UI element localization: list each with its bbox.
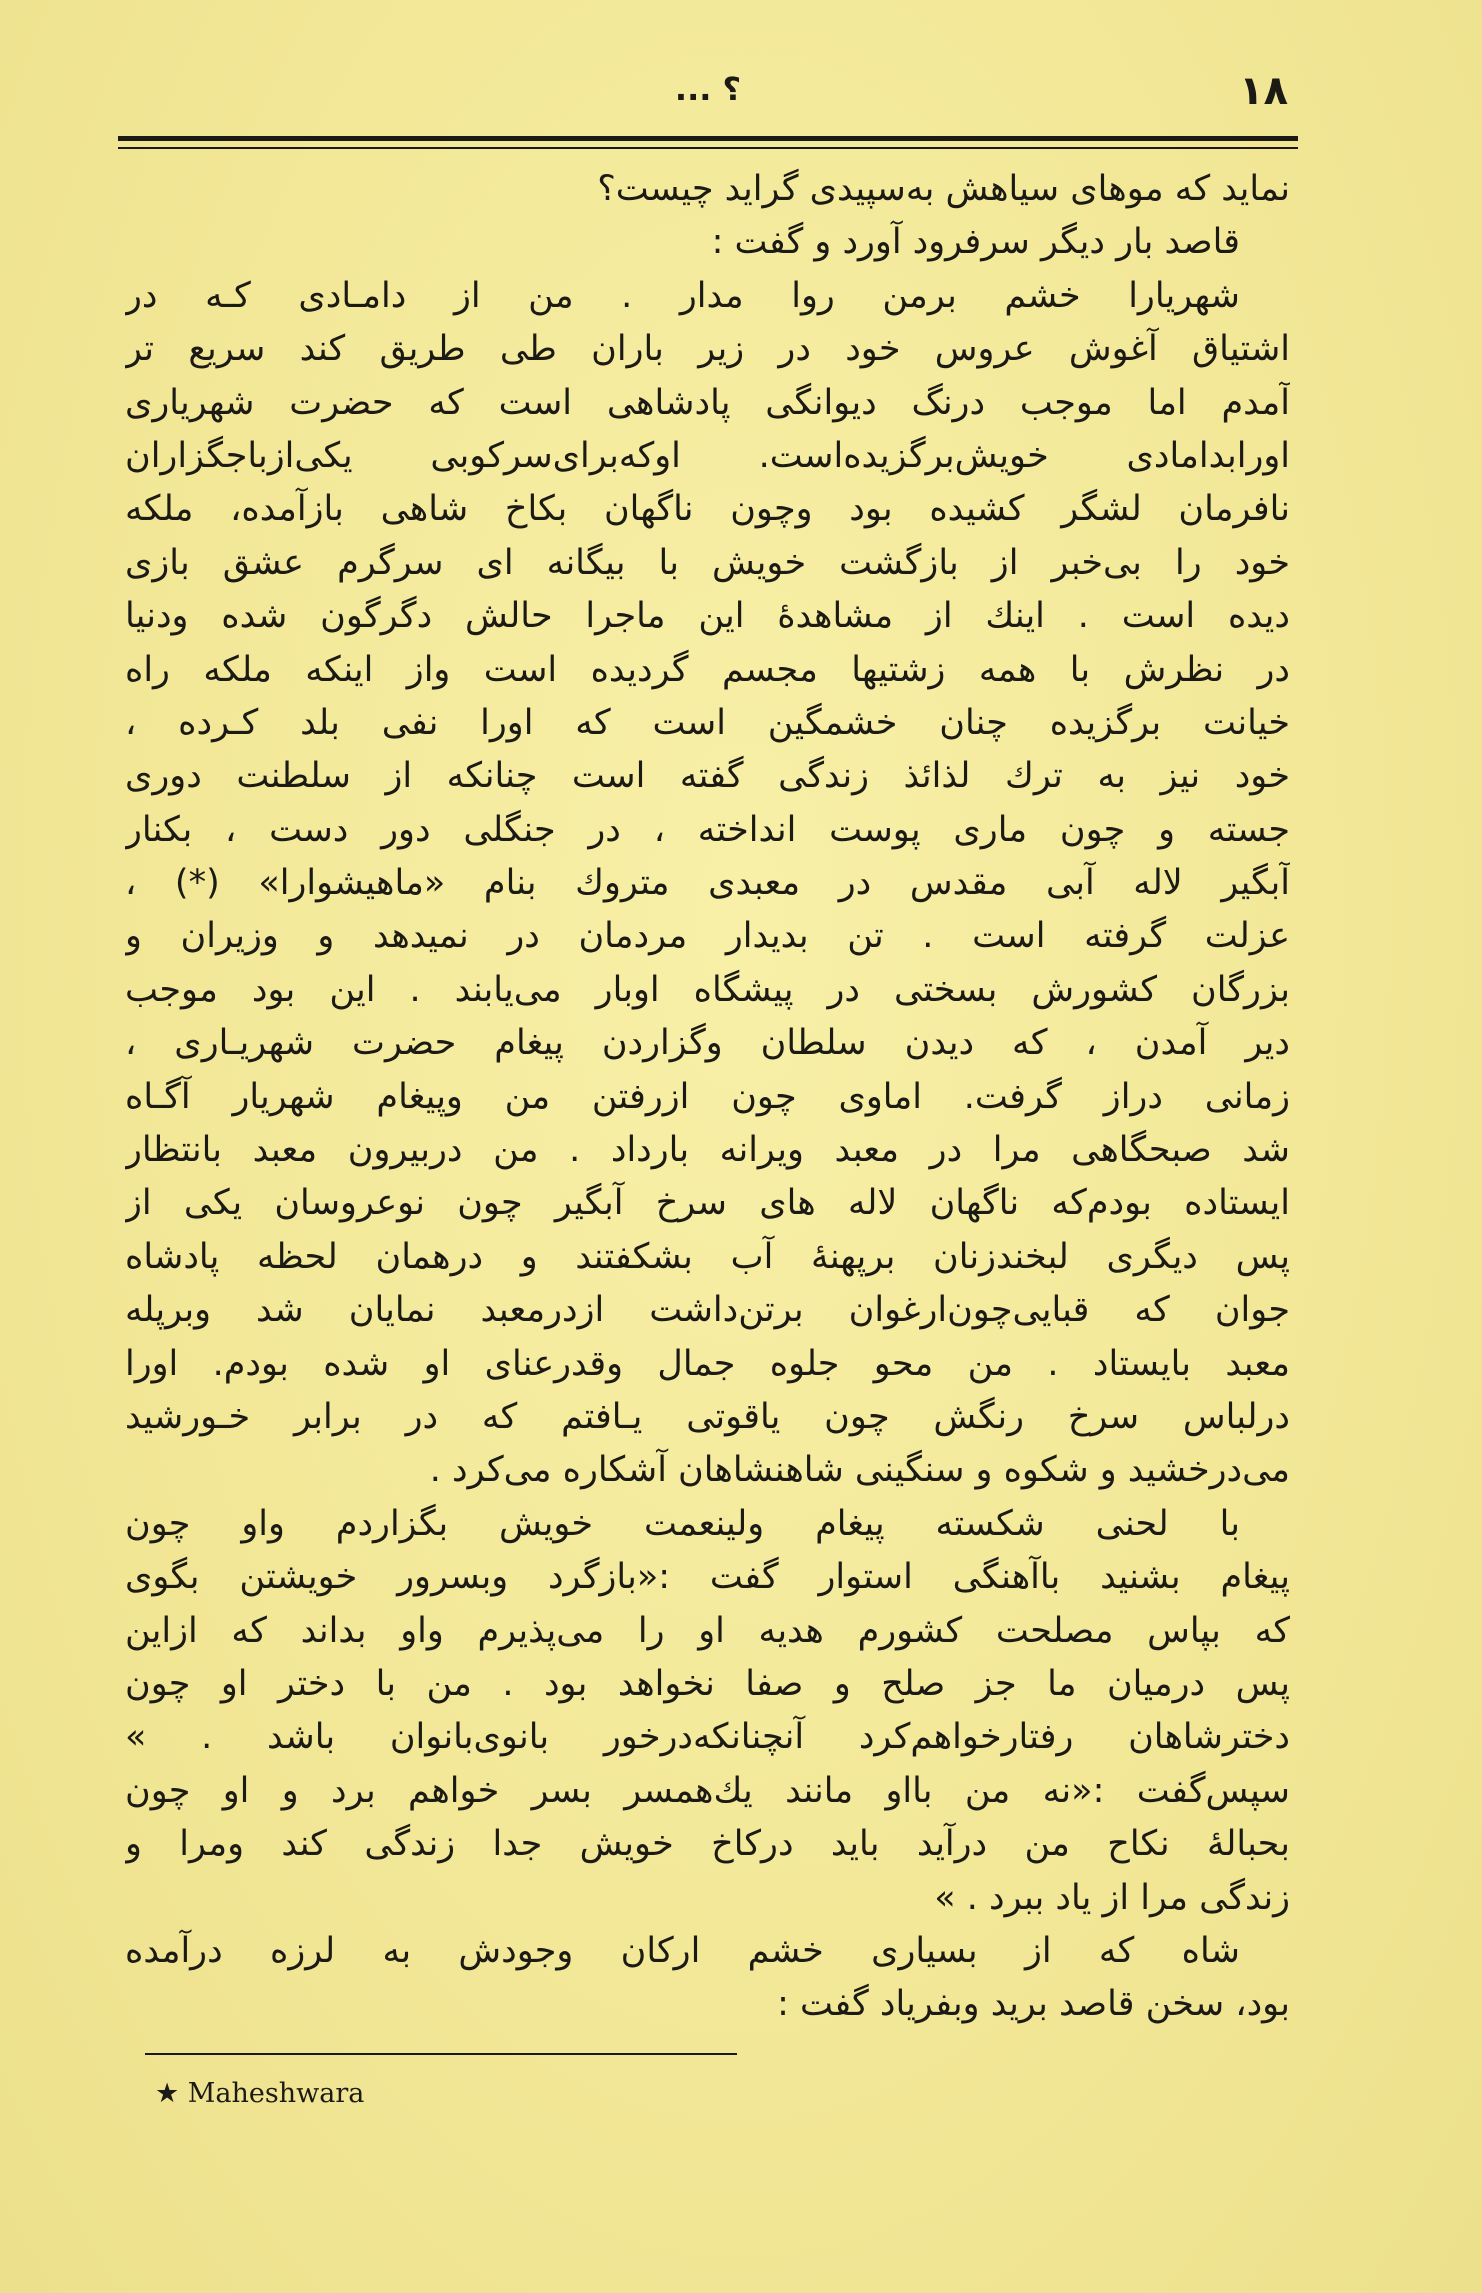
footnote: ★ Maheshwara xyxy=(155,2078,365,2109)
text-line: آمدم اما موجب درنگ دیوانگی پادشاهی است که حضرت شهریاری xyxy=(125,382,1290,423)
text-line: می‌درخشید و شکوه و سنگینی شاهنشاهان آشکاره می‌کرد . xyxy=(429,1450,1290,1491)
header-rule-thick xyxy=(118,136,1298,141)
text-line: جسته و چون ماری پوست انداخته ، در جنگلی دور دست ، بکنار xyxy=(125,809,1290,850)
text-line: نافرمان لشگر کشیده بود وچون ناگهان بکاخ شاهی بازآمده، ملکه xyxy=(125,489,1290,530)
text-line: پس درمیان ما جز صلح و صفا نخواهد بود . من با دختر او چون xyxy=(125,1663,1290,1704)
text-line: دیر آمدن ، که دیدن سلطان وگزاردن پیغام حضرت شهریـاری ، xyxy=(125,1023,1290,1064)
page-header xyxy=(118,62,1298,122)
text-line: آبگیر لاله آبی مقدس در معبدی متروك بنام «ماهیشوارا» (*) ، xyxy=(125,863,1290,904)
text-line: پیغام بشنید باآهنگی استوار گفت :«بازگرد وبسرور خویشتن بگوی xyxy=(125,1557,1290,1598)
text-line: در نظرش با همه زشتیها مجسم گردیده است واز اینکه ملکه راه xyxy=(125,649,1290,690)
text-line: ایستاده بودم‌که ناگهان لاله های سرخ آبگیر چون نوعروسان یکی از xyxy=(125,1183,1290,1224)
text-line: دخترشاهان رفتارخواهم‌کرد آنچنانکه‌درخور بانوی‌بانوان باشد . » xyxy=(125,1717,1290,1758)
text-line: اشتیاق آغوش عروس خود در زیر باران طی طریق کند سریع تر xyxy=(125,329,1290,370)
text-line: قاصد بار دیگر سرفرود آورد و گفت : xyxy=(711,222,1240,263)
text-line: که بپاس مصلحت کشورم هدیه او را می‌پذیرم واو بداند که ازاین xyxy=(125,1610,1290,1651)
text-line: بزرگان کشورش بسختی در پیشگاه اوبار می‌یابند . این بود موجب xyxy=(125,969,1290,1010)
text-line: خیانت برگزیده چنان خشمگین است که اورا نفی بلد کـرده ، xyxy=(125,702,1290,743)
text-line: شد صبحگاهی مرا در معبد ویرانه بارداد . من دربیرون معبد بانتظار xyxy=(125,1130,1290,1171)
text-line: نماید که موهای سیاهش به‌سپیدی گراید چیست؟ xyxy=(597,169,1290,209)
text-line: بود، سخن قاصد برید وبفریاد گفت : xyxy=(777,1984,1290,2025)
running-head: ؟ ... xyxy=(674,70,742,108)
text-line: پس دیگری لبخندزنان برپهنهٔ آب بشکفتند و درهمان لحظه پادشاه xyxy=(125,1236,1290,1277)
text-line: خود را بی‌خبر از بازگشت خویش با بیگانه ای سرگرم عشق بازی xyxy=(125,542,1290,583)
text-line: شهریارا خشم برمن روا مدار . من از دامـادی کـه در xyxy=(125,275,1240,316)
text-line: شاه که از بسیاری خشم ارکان وجودش به لرزه درآمده xyxy=(125,1930,1240,1971)
text-line: سپس‌گفت :«نه من بااو مانند یك‌همسر بسر خواهم برد و او چون xyxy=(125,1770,1290,1811)
text-line: دیده است . اینك از مشاهدهٔ این ماجرا حالش دگرگون شده ودنیا xyxy=(125,596,1290,637)
text-line: زمانی دراز گرفت. اماوی چون ازرفتن من وپیغام شهریار آگـاه xyxy=(125,1076,1290,1117)
text-line: درلباس سرخ رنگش چون یاقوتی یـافتم که در برابر خـورشید xyxy=(125,1396,1290,1437)
text-line: با لحنی شکسته پیغام ولینعمت خویش بگزاردم واو چون xyxy=(125,1503,1240,1544)
footnote-rule xyxy=(145,2053,737,2055)
text-line: اورابدامادی خویش‌برگزیده‌است. اوکه‌برای‌سرکوبی یکی‌ازباجگزاران xyxy=(125,435,1290,476)
text-line: بحبالهٔ نکاح من درآید باید درکاخ خویش جدا زندگی کند ومرا و xyxy=(125,1824,1290,1865)
text-line: عزلت گرفته است . تن بدیدار مردمان در نمیدهد و وزیران و xyxy=(125,916,1290,957)
page-number: ۱۸ xyxy=(1239,68,1288,114)
text-line: زندگی مرا از یاد ببرد . » xyxy=(934,1877,1290,1918)
header-rule-thin xyxy=(118,147,1298,149)
text-line: خود نیز به ترك لذائذ زندگی گفته است چنانکه از سلطنت دوری xyxy=(125,756,1290,797)
text-line: جوان که قبایی‌چون‌ارغوان برتن‌داشت ازدرمعبد نمایان شد وبرپله xyxy=(125,1290,1290,1331)
text-line: معبد بایستاد . من محو جلوه جمال وقدرعنای او شده بودم. اورا xyxy=(125,1343,1290,1384)
body-text xyxy=(125,163,1290,2032)
